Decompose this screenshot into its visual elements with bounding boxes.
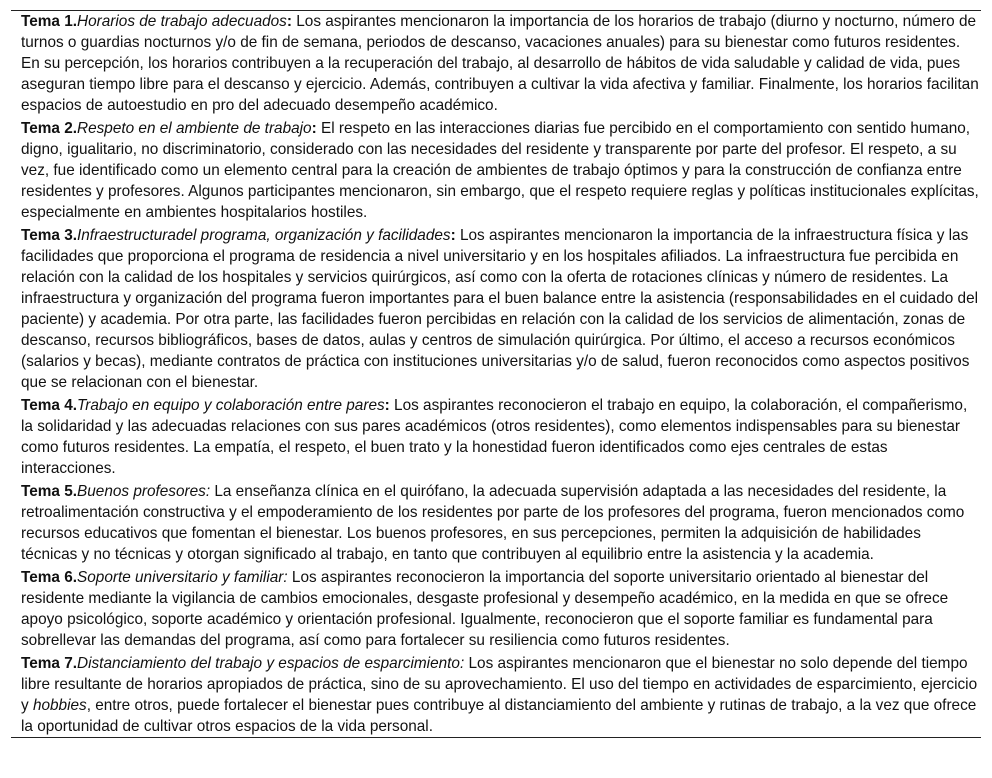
- theme-title: Buenos profesores: [77, 483, 206, 500]
- theme-row-4: [11, 395, 981, 479]
- theme-colon: :: [286, 13, 292, 30]
- theme-title: Trabajo en equipo y colaboración entre pares: [77, 397, 385, 414]
- theme-row-2: [11, 118, 981, 223]
- theme-row-7: [11, 653, 981, 737]
- theme-description: Los aspirantes reconocieron el trabajo en equipo, la colaboración, el compañerismo, la solidaridad y las adecuadas relaciones con sus pares académicos (otros residentes), como elementos indispensables para su bienestar como futuros residentes. La empatía, el respeto, el buen trato y la honestidad fueron identificados como ejes centrales de estas interacciones.: [21, 397, 968, 477]
- theme-description: Los aspirantes mencionaron la importancia de los horarios de trabajo (diurno y nocturno, número de turnos o guardias nocturnos y/o de fin de semana, periodos de descanso, vacaciones anuales) para su bienestar como futuros residentes. En su percepción, los horarios contribuyen a la recuperación del trabajo, al desarrollo de hábitos de vida saludable y calidad de vida, pues aseguran tiempo libre para el descanso y ejercicio. Además, contribuyen a cultivar la vida afectiva y familiar. Finalmente, los horarios facilitan espacios de autoestudio en pro del adecuado desempeño académico.: [21, 13, 979, 114]
- theme-label: Tema 1.: [21, 13, 78, 30]
- theme-colon: :: [205, 483, 211, 500]
- theme-title: Respeto en el ambiente de trabajo: [77, 120, 312, 137]
- theme-colon: :: [283, 569, 288, 586]
- theme-description: Los aspirantes mencionaron que el bienestar no solo depende del tiempo libre resultante de horarios apropiados de práctica, sino de su aprovechamiento. El uso del tiempo en actividades de esparcimiento, ejercicio y: [21, 655, 978, 714]
- theme-colon: :: [450, 227, 456, 244]
- theme-label: Tema 5.: [21, 483, 78, 500]
- theme-row-5: [11, 481, 981, 565]
- themes-table: [11, 10, 981, 738]
- theme-label: Tema 4.: [21, 397, 78, 414]
- theme-colon: :: [311, 120, 317, 137]
- theme-title: Distanciamiento del trabajo y espacios de esparcimiento: [77, 655, 460, 672]
- theme-row-3: [11, 225, 981, 393]
- theme-row-6: [11, 567, 981, 651]
- theme-colon: :: [459, 655, 465, 672]
- theme-row-1: [11, 11, 981, 116]
- theme-description: Los aspirantes mencionaron la importancia de la infraestructura física y las facilidades que proporciona el programa de residencia a nivel universitario y en los hospitales afiliados. La infraestructura fue percibida en relación con la calidad de los hospitales y servicios quirúrgicos, así como con la oferta de rotaciones clínicas y número de residentes. La infraestructura y organización del programa fueron importantes para el buen balance entre la asistencia (responsabilidades en el cuidado del paciente) y academia. Por otra parte, las facilidades fueron percibidas en relación con la calidad de los servicios de alimentación, zonas de descanso, recursos bibliográficos, bases de datos, aulas y centros de simulación quirúrgica. Por último, el acceso a recursos económicos (salarios y becas), mediante contratos de práctica con instituciones universitarias y/o de salud, fueron reconocidos como aspectos positivos que se relacionan con el bienestar.: [21, 227, 979, 391]
- theme-label: Tema 6.: [21, 569, 78, 586]
- theme-description-emphasis: hobbies: [32, 697, 87, 714]
- theme-description: , entre otros, puede fortalecer el bienestar pues contribuye al distanciamiento del ambiente y rutinas de trabajo, a la vez que ofrece la oportunidad de cultivar otros espacios de la vida personal.: [21, 697, 977, 735]
- theme-title: Horarios de trabajo adecuados: [77, 13, 287, 30]
- theme-title: Soporte universitario y familiar: [77, 569, 284, 586]
- theme-colon: :: [384, 397, 390, 414]
- theme-description: Los aspirantes reconocieron la importancia del soporte universitario orientado al bienestar del residente mediante la vigilancia de cambios emocionales, desgaste profesional y desempeño académico, en la medida en que se ofrece apoyo psicológico, soporte académico y orientación profesional. Igualmente, reconocieron que el soporte familiar es fundamental para sobrellevar las demandas del programa, así como para fortalecer su resiliencia como futuros residentes.: [21, 569, 949, 649]
- theme-label: Tema 7.: [21, 655, 78, 672]
- theme-description: La enseñanza clínica en el quirófano, la adecuada supervisión adaptada a las necesidades del residente, la retroalimentación constructiva y el empoderamiento de los residentes por parte de los profesores del programa, fueron mencionados como recursos educativos que fomentan el bienestar. Los buenos profesores, en sus percepciones, permiten la adquisición de habilidades técnicas y no técnicas y otorgan significado al trabajo, en tanto que contribuyen al equilibrio entre la asistencia y la academia.: [21, 483, 965, 563]
- theme-description: El respeto en las interacciones diarias fue percibido en el comportamiento con sentido humano, digno, igualitario, no discriminatorio, considerado con las necesidades del residente y transparente por parte del profesor. El respeto, a su vez, fue identificado como un elemento central para la creación de ambientes de trabajo óptimos y para la construcción de confianza entre residentes y profesores. Algunos participantes mencionaron, sin embargo, que el respeto requiere reglas y políticas institucionales explícitas, especialmente en ambientes hospitalarios hostiles.: [21, 120, 979, 221]
- theme-title: Infraestructuradel programa, organización y facilidades: [77, 227, 451, 244]
- theme-label: Tema 2.: [21, 120, 78, 137]
- theme-label: Tema 3.: [21, 227, 78, 244]
